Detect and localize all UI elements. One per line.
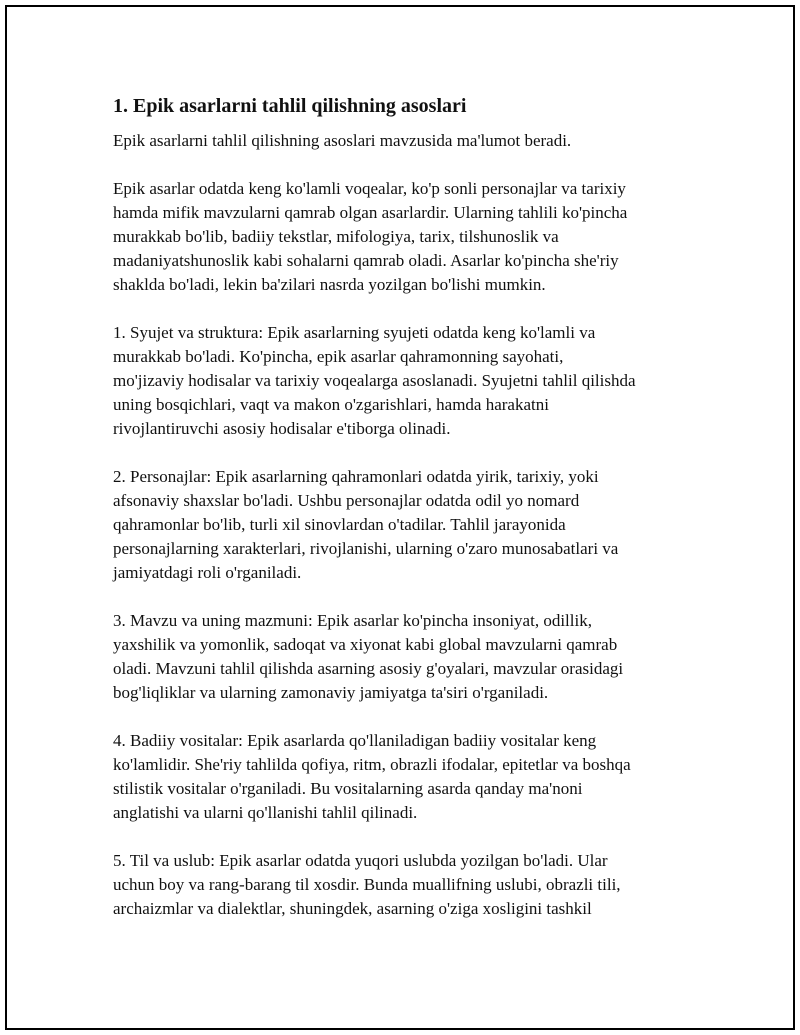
paragraph-language-style: 5. Til va uslub: Epik asarlar odatda yuqori uslubda yozilgan bo'ladi. Ular uchun boy va rang-barang til xosdir. Bunda muallifning uslubi, obrazli tili, archaizmlar va dialektlar, shuningdek, asarning o'ziga xosligini tashkil — [113, 851, 621, 918]
document-body — [113, 93, 713, 945]
paragraph-theme: 3. Mavzu va uning mazmuni: Epik asarlar ko'pincha insoniyat, odillik, yaxshilik va yomonlik, sadoqat va xiyonat kabi global mavzularni qamrab oladi. Mavzuni tahlil qilishda asarning asosiy g'oyalari, mavzular orasidagi bog'liqliklar va ularning zamonaviy jamiyatga ta'siri o'rganiladi. — [113, 611, 624, 702]
paragraph-overview: Epik asarlar odatda keng ko'lamli voqealar, ko'p sonli personajlar va tarixiy hamda mifik mavzularni qamrab olgan asarlardir. Ularning tahlili ko'pincha murakkab bo'lib, badiiy tekstlar, mifologiya, tarix, tilshunoslik va madaniyatshunoslik kabi sohalarni qamrab oladi. Asarlar ko'pincha she'riy shaklda bo'ladi, lekin ba'zilari nasrda yozilgan bo'lishi mumkin. — [113, 179, 628, 294]
paragraph-plot-structure: 1. Syujet va struktura: Epik asarlarning syujeti odatda keng ko'lamli va murakkab bo'ladi. Ko'pincha, epik asarlar qahramonning sayohati, mo'jizaviy hodisalar va tarixiy voqealarga asoslanadi. Syujetni tahlil qilishda uning bosqichlari, vaqt va makon o'zgarishlari, hamda harakatni rivojlantiruvchi asosiy hodisalar e'tiborga olinadi. — [113, 323, 636, 438]
intro-paragraph: Epik asarlarni tahlil qilishning asoslari mavzusida ma'lumot beradi. — [113, 131, 572, 150]
paragraph-characters: 2. Personajlar: Epik asarlarning qahramonlari odatda yirik, tarixiy, yoki afsonaviy shaxslar bo'ladi. Ushbu personajlar odatda odil yo nomard qahramonlar bo'lib, turli xil sinovlardan o'tadilar. Tahlil jarayonida personajlarning xarakterlari, rivojlanishi, ularning o'zaro munosabatlari va jamiyatdagi roli o'rganiladi. — [113, 467, 619, 582]
paragraph-artistic-devices: 4. Badiiy vositalar: Epik asarlarda qo'llaniladigan badiiy vositalar keng ko'lamlidir. She'riy tahlilda qofiya, ritm, obrazli ifodalar, epitetlar va boshqa stilistik vositalar o'rganiladi. Bu vositalarning asarda qanday ma'noni anglatishi va ularni qo'llanishi tahlil qilinadi. — [113, 731, 631, 822]
document-title: 1. Epik asarlarni tahlil qilishning asoslari — [113, 95, 467, 117]
